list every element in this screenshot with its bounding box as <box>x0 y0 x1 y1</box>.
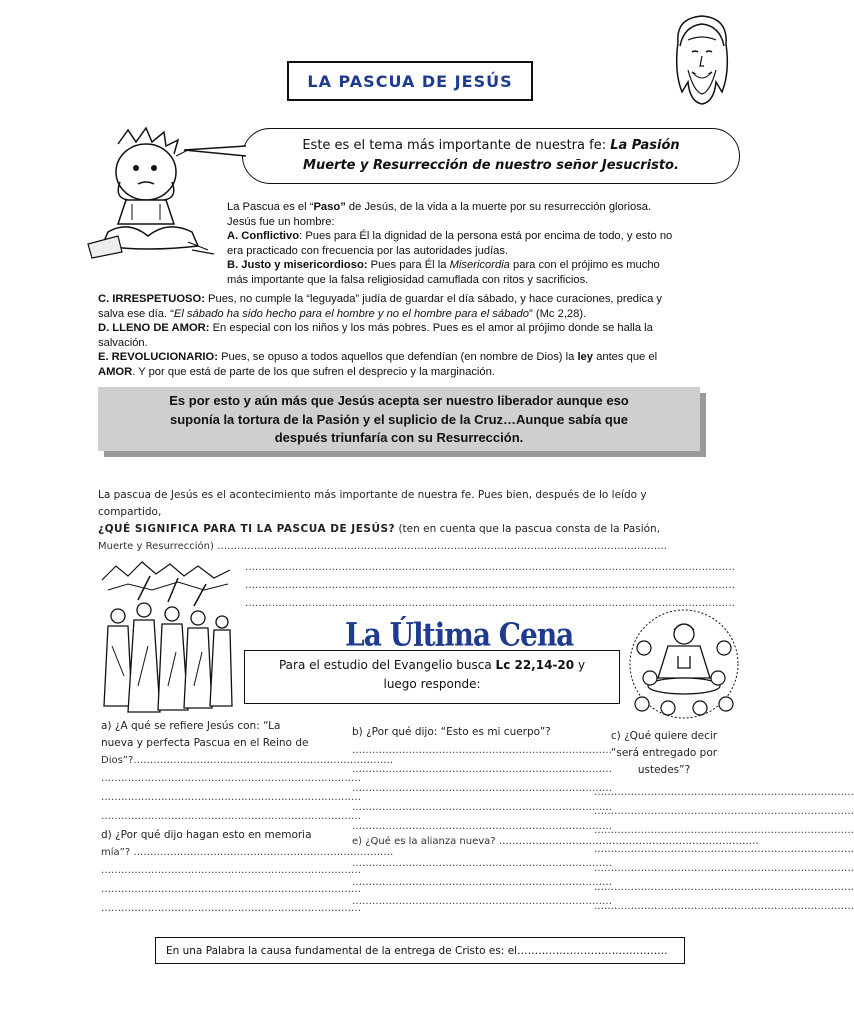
question-e <box>352 833 759 911</box>
point-b-text: Pues para Él la <box>367 259 450 271</box>
intro-line2: Jesús fue un hombre: <box>227 215 335 228</box>
study-text-2: luego responde: <box>383 677 481 691</box>
point-b-text3: más importante que la falsa religiosidad camuflada con ritos y sacrificios. <box>227 273 589 286</box>
point-b-italic: Misericordia <box>449 259 510 271</box>
highlight-box <box>98 387 700 451</box>
question-section <box>98 487 738 555</box>
footer-text: En una Palabra la causa fundamental de la entrega de Cristo es: el <box>166 945 518 957</box>
question-a-line1: a) ¿A qué se refiere Jesús con: “La <box>101 720 281 732</box>
question-e-text: e) ¿Qué es la alianza nueva? <box>352 836 499 847</box>
question-d-line2: mía”? <box>101 847 134 858</box>
study-instructions-box <box>244 650 620 704</box>
footer-answer-line[interactable]: ……………………………………. <box>517 945 668 957</box>
answer-a-line-3[interactable]: …………………………………………………………………… <box>101 811 361 822</box>
bubble-bold-1: La Pasión <box>610 138 680 153</box>
answer-line-main[interactable]: ……………………………………………………………………………………………………………………… <box>217 541 668 552</box>
points-paragraph <box>98 292 738 379</box>
gospel-reference: Lc 22,14-20 <box>495 658 575 672</box>
answer-b-line-3[interactable]: …………………………………………………………………… <box>352 783 612 794</box>
question-c <box>594 728 854 916</box>
point-a-text: : Pues para Él la dignidad de la persona está por encima de todo, y esto no <box>299 230 673 242</box>
answer-c-line-1[interactable]: …………………………………………………………………… <box>594 787 854 798</box>
answer-d-line-1[interactable]: …………………………………………………………………… <box>101 865 361 876</box>
question-b <box>352 724 612 836</box>
answer-c-line-4[interactable]: …………………………………………………………………… <box>594 844 854 855</box>
bubble-text: Este es el tema más importante de nuestra fe: <box>302 138 611 153</box>
point-b-label: B. Justo y misericordioso: <box>227 259 368 271</box>
question-column-left <box>101 718 394 826</box>
point-d-text: En especial con los niños y los más pobres. Pues es el amor al prójimo donde se halla la <box>209 322 653 334</box>
answer-a-line-1[interactable]: …………………………………………………………………… <box>101 773 361 784</box>
intro-paragraph <box>227 200 737 287</box>
bubble-bold-2: Muerte y Resurrección de nuestro señor Jesucristo. <box>303 158 679 173</box>
answer-a-line-0[interactable]: …………………………………………………………………… <box>133 755 394 766</box>
answer-e-line-2[interactable]: …………………………………………………………………… <box>352 877 612 888</box>
point-e-text: Pues, se opuso a todos aquellos que defendían (en nombre de Dios) la <box>217 351 578 363</box>
highlight-line-2: suponía la tortura de la Pasión y el suplicio de la Cruz…Aunque sabía que <box>170 411 628 427</box>
answer-c-line-6[interactable]: …………………………………………………………………… <box>594 882 854 893</box>
point-e-ley: ley <box>577 351 594 363</box>
answer-line-2[interactable]: ………………………………………………………………………………………………………………………………… <box>245 580 735 591</box>
study-text: Para el estudio del Evangelio busca <box>278 658 496 672</box>
point-d-text2: salvación. <box>98 336 148 349</box>
highlight-line-3: después triunfaría con su Resurrección. <box>274 430 524 445</box>
question-c-line3: ustedes”? <box>637 764 691 776</box>
question-c-line1: c) ¿Qué quiere decir <box>610 730 718 742</box>
question-intro-1: La pascua de Jesús es el acontecimiento más importante de nuestra fe. Pues bien, después de lo leído y <box>98 489 647 501</box>
bubble-tail <box>184 144 246 158</box>
answer-c-line-5[interactable]: …………………………………………………………………… <box>594 863 854 874</box>
point-e-amor: AMOR <box>98 365 133 378</box>
question-d <box>101 827 394 918</box>
point-e-label: E. REVOLUCIONARIO: <box>98 351 218 363</box>
question-c-line2: “será entregado por <box>610 747 718 759</box>
cena-title: La Última Cena <box>345 615 574 654</box>
answer-line-1[interactable]: ………………………………………………………………………………………………………………………………… <box>245 562 735 573</box>
point-c-text2: salva ese día. “ <box>98 307 174 320</box>
point-e-text2: antes que el <box>593 351 658 363</box>
question-hint: (ten en cuenta que la pascua consta de la Pasión, <box>395 523 661 535</box>
point-c-italic: El sábado ha sido hecho para el hombre y no el hombre para el sábado <box>173 307 530 320</box>
answer-c-line-7[interactable]: …………………………………………………………………… <box>594 901 854 912</box>
question-b-text: b) ¿Por qué dijo: “Esto es mi cuerpo”? <box>352 726 551 738</box>
main-question: ¿QUÉ SIGNIFICA PARA TI LA PASCUA DE JESÚS? <box>98 523 396 535</box>
jesus-portrait-image <box>664 12 740 106</box>
intro-paso: Paso” <box>313 201 346 213</box>
answer-d-line-2[interactable]: …………………………………………………………………… <box>101 884 361 895</box>
page-title: LA PASCUA DE JESÚS <box>307 71 513 91</box>
question-a-line3: Dios”? <box>101 755 134 766</box>
answer-e-line-0[interactable]: …………………………………………………………………… <box>498 836 759 847</box>
study-text-post: y <box>574 658 586 672</box>
intro-pre: La Pascua es el “ <box>227 201 314 213</box>
point-d-label: D. LLENO DE AMOR: <box>98 322 210 334</box>
speech-bubble <box>242 128 740 184</box>
question-hint-2: Muerte y Resurrección) <box>98 541 218 552</box>
answer-e-line-3[interactable]: …………………………………………………………………… <box>352 896 612 907</box>
answer-e-line-1[interactable]: …………………………………………………………………… <box>352 858 612 869</box>
answer-a-line-2[interactable]: …………………………………………………………………… <box>101 792 361 803</box>
answer-c-line-2[interactable]: …………………………………………………………………… <box>594 806 854 817</box>
point-a-label: A. Conflictivo <box>227 230 300 242</box>
intro-post: de Jesús, de la vida a la muerte por su resurrección gloriosa. <box>345 201 652 213</box>
question-d-line1: d) ¿Por qué dijo hagan esto en memoria <box>101 829 312 841</box>
last-supper-image <box>628 608 740 720</box>
point-c-text: Pues, no cumple la “leguyada” judía de guardar el día sábado, y hace curaciones, predica y <box>204 293 663 305</box>
title-box <box>287 61 533 101</box>
question-a-line2: nueva y perfecta Pascua en el Reino de <box>101 737 309 749</box>
answer-d-line-0[interactable]: …………………………………………………………………… <box>133 847 394 858</box>
answer-b-line-5[interactable]: …………………………………………………………………… <box>352 821 612 832</box>
answer-d-line-3[interactable]: …………………………………………………………………… <box>101 903 361 914</box>
footer-box <box>155 937 685 964</box>
point-c-text3: ” (Mc 2,28). <box>529 307 587 320</box>
answer-b-line-1[interactable]: …………………………………………………………………… <box>352 745 612 756</box>
answer-b-line-4[interactable]: …………………………………………………………………… <box>352 802 612 813</box>
answer-line-3[interactable]: ………………………………………………………………………………………………………………………………… <box>245 598 735 609</box>
question-intro-2: compartido, <box>98 506 162 518</box>
point-b-text2: para con el prójimo es mucho <box>509 259 660 271</box>
crowd-procession-image <box>98 556 234 716</box>
point-c-label: C. IRRESPETUOSO: <box>98 293 205 305</box>
point-a-text2: era practicado con frecuencia por las autoridades judías. <box>227 244 509 257</box>
answer-b-line-2[interactable]: …………………………………………………………………… <box>352 764 612 775</box>
answer-c-line-3[interactable]: …………………………………………………………………… <box>594 825 854 836</box>
highlight-line-1: Es por esto y aún más que Jesús acepta ser nuestro liberador aunque eso <box>169 393 629 408</box>
point-e-text3: . Y por que está de parte de los que sufren el desprecio y la marginación. <box>132 365 495 378</box>
